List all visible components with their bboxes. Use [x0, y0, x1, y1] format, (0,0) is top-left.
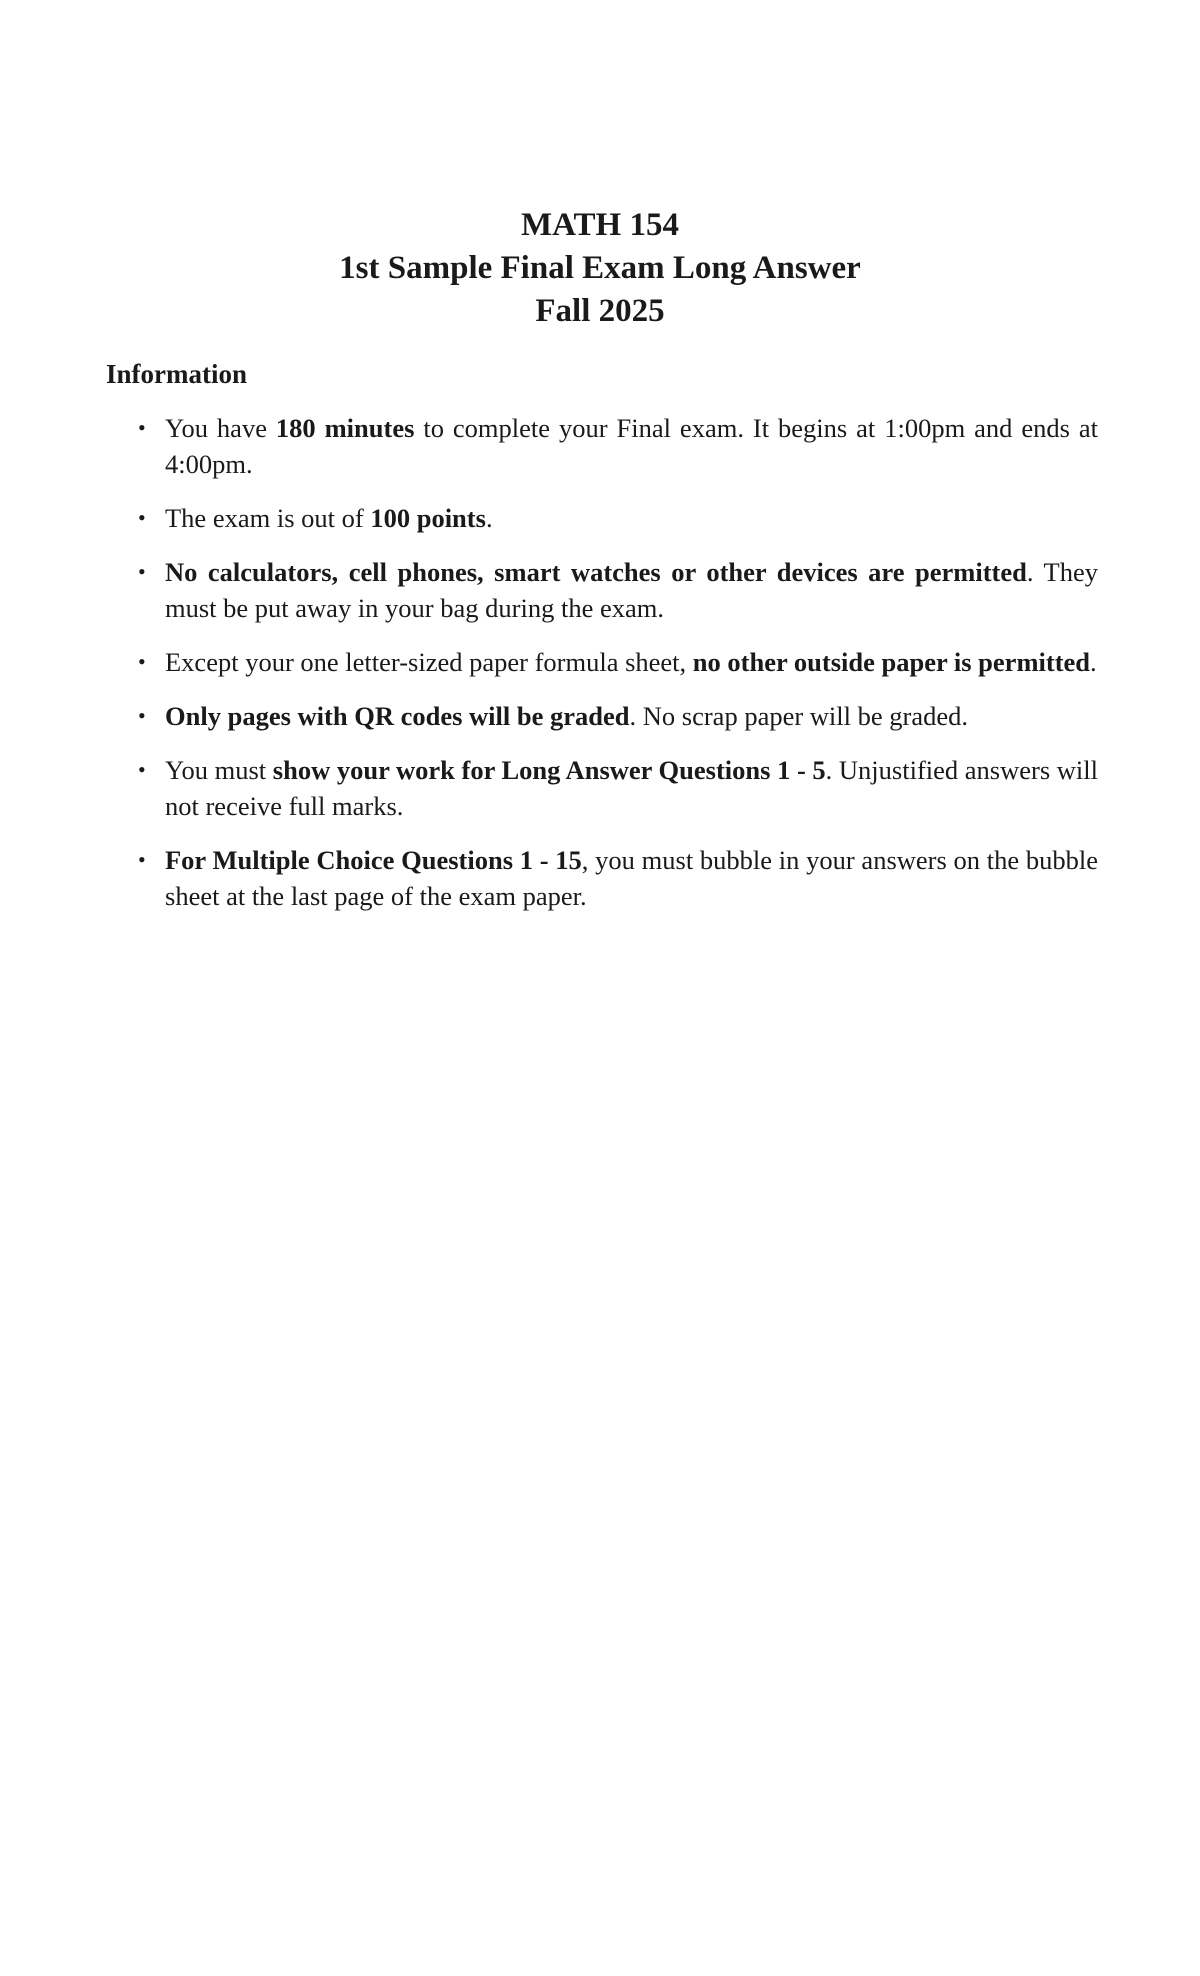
bullet-icon: •	[138, 703, 146, 728]
item-emphasis: no other outside paper is permitted	[692, 647, 1091, 677]
item-text: .	[1090, 647, 1097, 677]
information-item	[106, 500, 1098, 536]
item-text: Except your one letter-sized paper formula sheet,	[165, 647, 693, 677]
bullet-icon: •	[138, 505, 146, 530]
item-text: The exam is out of	[165, 503, 371, 533]
item-emphasis: 100 points	[370, 503, 486, 533]
information-item	[106, 644, 1098, 680]
item-text: You have	[165, 413, 276, 443]
item-text: . No scrap paper will be graded.	[629, 701, 968, 731]
information-list	[106, 410, 1098, 932]
information-item	[106, 410, 1098, 482]
information-item	[106, 752, 1098, 824]
exam-title-block	[0, 204, 1200, 333]
item-emphasis: show your work for Long Answer Questions 1 - 5	[272, 755, 826, 785]
item-text: .	[485, 503, 493, 533]
exam-title: 1st Sample Final Exam Long Answer	[339, 250, 861, 286]
item-emphasis: No calculators, cell phones, smart watches or other devices are permitted	[165, 557, 1027, 587]
bullet-icon: •	[138, 649, 146, 674]
item-emphasis: 180 minutes	[275, 413, 415, 443]
item-text: to complete your Final exam. It begins at 1:00pm and ends at 4:00pm.	[165, 413, 1098, 479]
information-item	[106, 698, 1098, 734]
item-text: , you must bubble in your answers on the bubble sheet at the last page of the exam paper.	[165, 845, 1098, 911]
item-emphasis: For Multiple Choice Questions 1 - 15	[165, 845, 582, 875]
bullet-icon: •	[138, 415, 146, 440]
information-heading: Information	[106, 359, 247, 389]
bullet-icon: •	[138, 559, 146, 584]
item-text: You must	[165, 755, 273, 785]
item-text: . Unjustified answers will not receive full marks.	[165, 755, 1098, 821]
item-text: . They must be put away in your bag during the exam.	[165, 557, 1098, 623]
bullet-icon: •	[138, 847, 146, 872]
bullet-icon: •	[138, 757, 146, 782]
information-item	[106, 554, 1098, 626]
item-emphasis: Only pages with QR codes will be graded	[165, 701, 630, 731]
course-code: MATH 154	[521, 207, 679, 243]
information-item	[106, 842, 1098, 914]
exam-term: Fall 2025	[535, 293, 665, 329]
